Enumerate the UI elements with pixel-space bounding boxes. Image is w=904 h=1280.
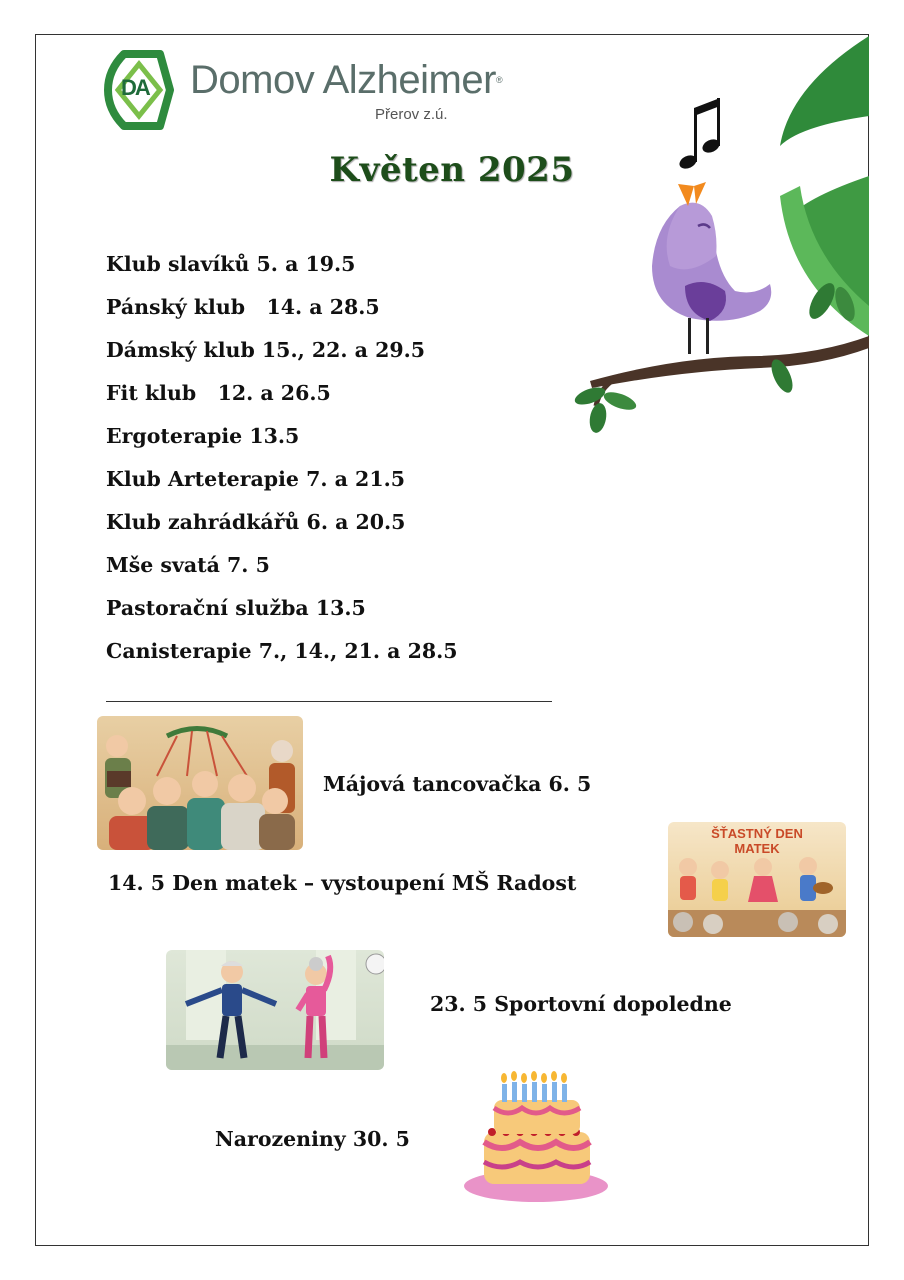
event-dance: Májová tancovačka 6. 5 bbox=[323, 772, 592, 796]
page-title: Květen 2025 bbox=[329, 150, 575, 190]
event-mothers-day: 14. 5 Den matek – vystoupení MŠ Radost bbox=[108, 871, 577, 895]
club-schedule-list bbox=[106, 243, 458, 673]
list-item: Fit klub 12. a 26.5 bbox=[106, 381, 331, 405]
birthday-cake-icon bbox=[462, 1062, 612, 1204]
mothers-day-sign: ŠŤASTNÝ DEN MATEK bbox=[711, 826, 803, 856]
list-item: Pánský klub 14. a 28.5 bbox=[106, 295, 380, 319]
org-name: Domov Alzheimer® bbox=[190, 58, 503, 102]
list-item: Pastorační služba 13.5 bbox=[106, 596, 366, 620]
dance-party-illustration bbox=[97, 716, 303, 850]
event-birthday: Narozeniny 30. 5 bbox=[215, 1127, 410, 1151]
list-item: Ergoterapie 13.5 bbox=[106, 424, 300, 448]
list-item: Mše svatá 7. 5 bbox=[106, 553, 270, 577]
list-item: Klub zahrádkářů 6. a 20.5 bbox=[106, 510, 406, 534]
event-sport: 23. 5 Sportovní dopoledne bbox=[430, 992, 732, 1016]
logo-mark-letters: DA bbox=[121, 75, 149, 100]
mothers-day-illustration bbox=[668, 822, 846, 937]
list-item: Klub slavíků 5. a 19.5 bbox=[106, 252, 356, 276]
music-note-icon bbox=[677, 98, 721, 171]
list-item: Klub Arteterapie 7. a 21.5 bbox=[106, 467, 405, 491]
list-item: Dámský klub 15., 22. a 29.5 bbox=[106, 338, 426, 362]
singing-bird-illustration bbox=[560, 36, 869, 436]
org-subtitle: Přerov z.ú. bbox=[375, 106, 448, 123]
section-divider bbox=[106, 701, 552, 702]
sport-morning-illustration bbox=[166, 950, 384, 1070]
list-item: Canisterapie 7., 14., 21. a 28.5 bbox=[106, 639, 458, 663]
